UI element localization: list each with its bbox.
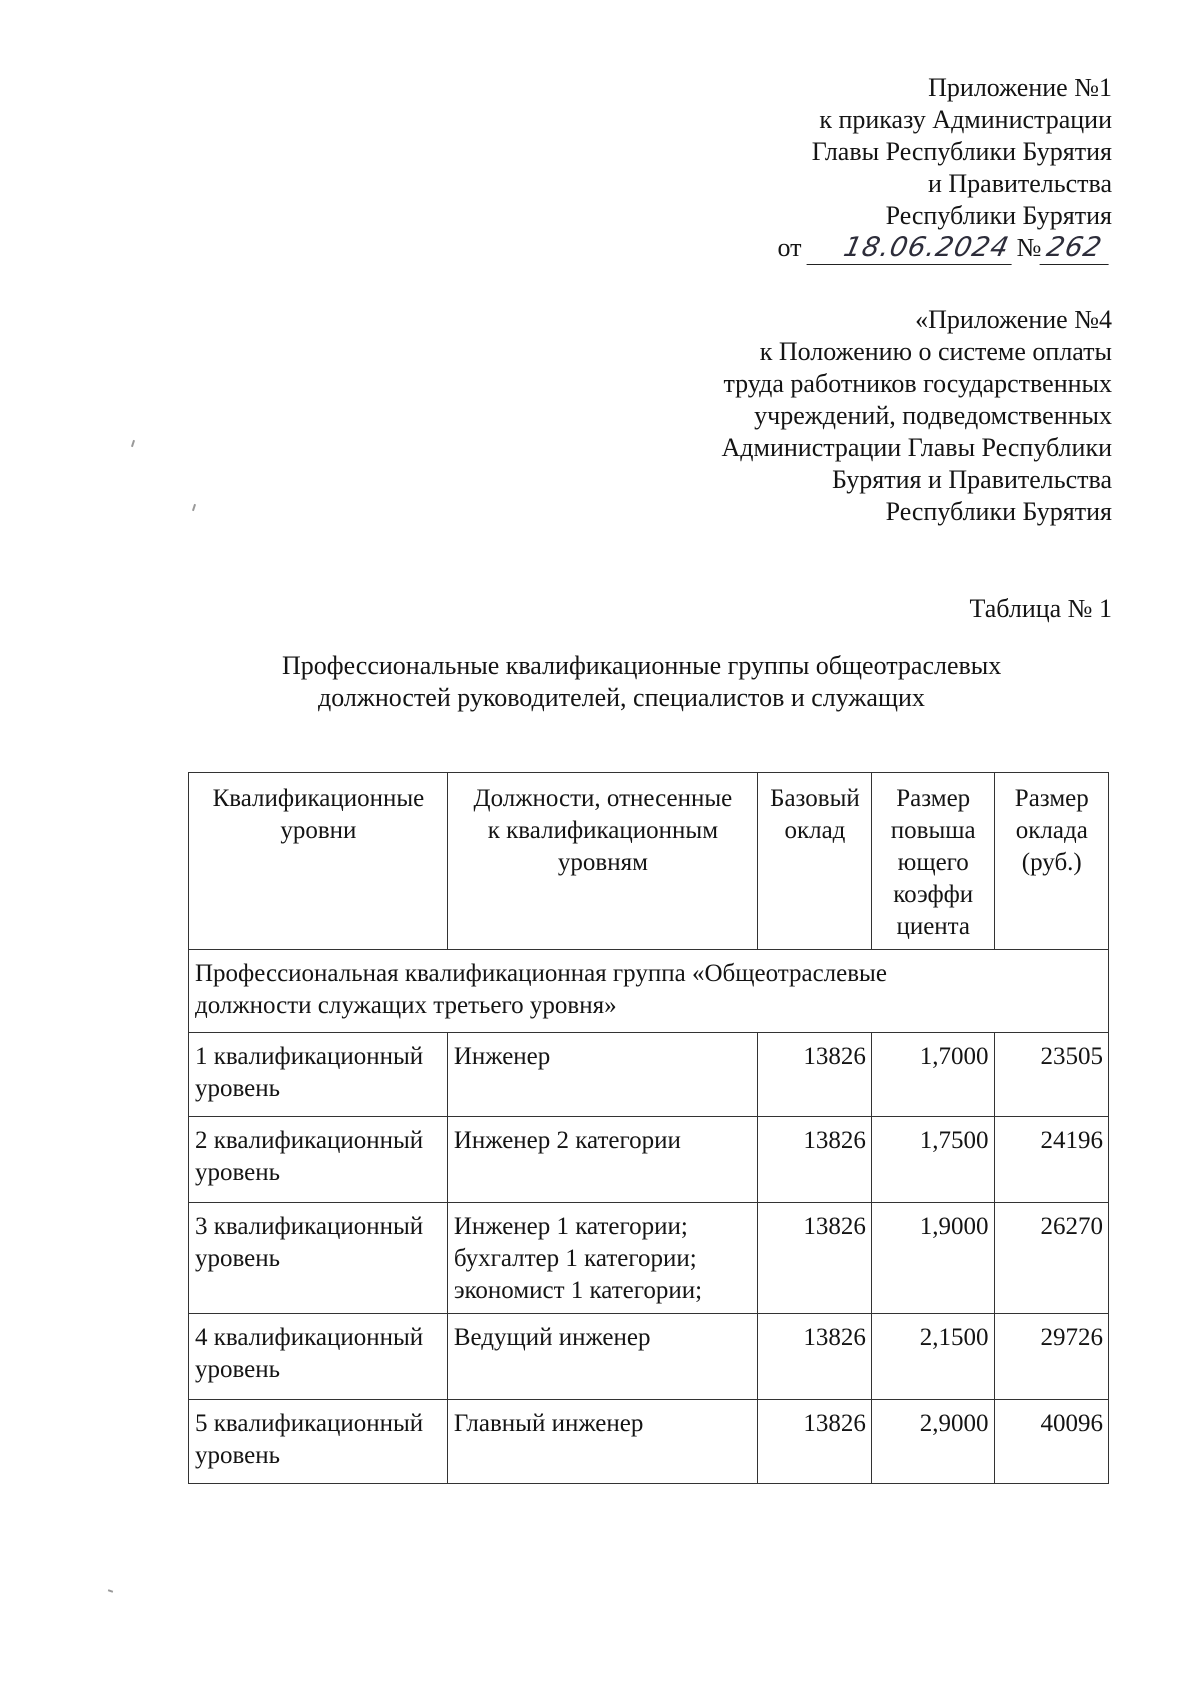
cell-level <box>189 1033 448 1117</box>
cell-base: 13826 <box>758 1314 872 1400</box>
cell-text: уровень <box>195 1442 281 1469</box>
cell-level <box>189 1400 448 1484</box>
appendix-line: труда работников государственных <box>723 369 1112 398</box>
header-salary <box>994 773 1108 950</box>
header-line: Приложение №1 <box>928 73 1112 102</box>
header-base-salary <box>758 773 872 950</box>
title-line-2: должностей руководителей, специалистов и служащих <box>318 683 925 712</box>
header-line: и Правительства <box>927 169 1112 198</box>
cell-coef: 1,7000 <box>871 1033 994 1117</box>
cell-level <box>189 1314 448 1400</box>
table-row <box>189 1117 1109 1203</box>
cell-text: Инженер 2 категории <box>453 1127 681 1154</box>
cell-positions <box>447 1033 757 1117</box>
appendix-line: Администрации Главы Республики <box>721 433 1112 462</box>
table-number: Таблица № 1 <box>969 594 1112 623</box>
appendix-line: «Приложение №4 <box>915 305 1112 334</box>
cell-salary: 24196 <box>994 1117 1108 1203</box>
cell-base: 13826 <box>758 1203 872 1314</box>
cell-level <box>189 1117 448 1203</box>
header-text: уровням <box>557 849 648 876</box>
header-text: к квалификационным <box>487 817 719 844</box>
cell-positions <box>447 1314 757 1400</box>
header-text: Базовый <box>770 785 860 812</box>
cell-text: уровень <box>195 1245 281 1272</box>
cell-text: экономист 1 категории; <box>453 1277 703 1304</box>
cell-text: 3 квалификационный <box>195 1213 424 1240</box>
table-row <box>189 1400 1109 1484</box>
cell-coef: 2,9000 <box>871 1400 994 1484</box>
appendix-line: учреждений, подведомственных <box>754 401 1112 430</box>
number-sign: № <box>1016 233 1042 262</box>
appendix-line: к Положению о системе оплаты <box>759 337 1112 366</box>
header-text: уровни <box>280 817 357 844</box>
appendix-line: Бурятия и Правительства <box>831 465 1112 494</box>
cell-text: Инженер 1 категории; <box>453 1213 688 1240</box>
cell-text: 2 квалификационный <box>195 1127 424 1154</box>
title-line-1: Профессиональные квалификационные группы общеотраслевых <box>282 651 1002 680</box>
scan-speck <box>131 440 135 447</box>
cell-text: 4 квалификационный <box>195 1324 424 1351</box>
appendix-line: Республики Бурятия <box>885 497 1112 526</box>
header-line: Республики Бурятия <box>885 201 1112 230</box>
header-text: Размер <box>896 785 971 812</box>
salary-table <box>188 772 1109 1484</box>
header-positions <box>447 773 757 950</box>
date-prefix: от <box>777 233 802 262</box>
header-text: циента <box>896 913 970 940</box>
cell-text: Ведущий инженер <box>453 1324 651 1351</box>
header-line: Главы Республики Бурятия <box>811 137 1112 166</box>
header-line: к приказу Администрации <box>819 105 1112 134</box>
group-title-text: Профессиональная квалификационная группа «Общеотраслевые <box>195 960 887 987</box>
header-text: Квалификационные <box>212 785 425 812</box>
scan-speck <box>108 1589 113 1592</box>
cell-coef: 2,1500 <box>871 1314 994 1400</box>
cell-text: 1 квалификационный <box>195 1043 424 1070</box>
cell-positions <box>447 1203 757 1314</box>
header-text: повыша <box>890 817 976 844</box>
table-header-row <box>189 773 1109 950</box>
cell-text: уровень <box>195 1356 281 1383</box>
cell-text: Главный инженер <box>453 1410 644 1437</box>
cell-positions <box>447 1117 757 1203</box>
cell-positions <box>447 1400 757 1484</box>
cell-text: уровень <box>195 1159 281 1186</box>
cell-text: уровень <box>195 1075 281 1102</box>
cell-salary: 29726 <box>994 1314 1108 1400</box>
header-text: Должности, отнесенные <box>473 785 733 812</box>
cell-salary: 40096 <box>994 1400 1108 1484</box>
table-row <box>189 1203 1109 1314</box>
header-text: (руб.) <box>1021 849 1082 876</box>
cell-salary: 26270 <box>994 1203 1108 1314</box>
cell-text: Инженер <box>453 1043 551 1070</box>
handwritten-date: 18.06.2024 <box>807 232 1019 265</box>
header-text: оклад <box>784 817 846 844</box>
cell-base: 13826 <box>758 1033 872 1117</box>
cell-text: 5 квалификационный <box>195 1410 424 1437</box>
group-title-text: должности служащих третьего уровня» <box>195 992 617 1019</box>
order-header <box>778 72 1112 265</box>
header-qual-level <box>189 773 448 950</box>
document-title <box>282 650 1062 714</box>
cell-salary: 23505 <box>994 1033 1108 1117</box>
cell-text: бухгалтер 1 категории; <box>453 1245 697 1272</box>
header-coefficient <box>871 773 994 950</box>
scan-speck <box>192 504 196 511</box>
group-title-cell <box>189 950 1109 1033</box>
cell-coef: 1,9000 <box>871 1203 994 1314</box>
group-title-row <box>189 950 1109 1033</box>
cell-base: 13826 <box>758 1400 872 1484</box>
appendix-header <box>722 304 1112 528</box>
handwritten-order-number: 262 <box>1040 232 1116 265</box>
header-text: оклада <box>1015 817 1088 844</box>
header-text: Размер <box>1014 785 1089 812</box>
cell-coef: 1,7500 <box>871 1117 994 1203</box>
order-date-line <box>778 232 1112 265</box>
header-text: ющего <box>897 849 969 876</box>
table-row <box>189 1314 1109 1400</box>
cell-level <box>189 1203 448 1314</box>
cell-base: 13826 <box>758 1117 872 1203</box>
table-row <box>189 1033 1109 1117</box>
header-text: коэффи <box>893 881 974 908</box>
